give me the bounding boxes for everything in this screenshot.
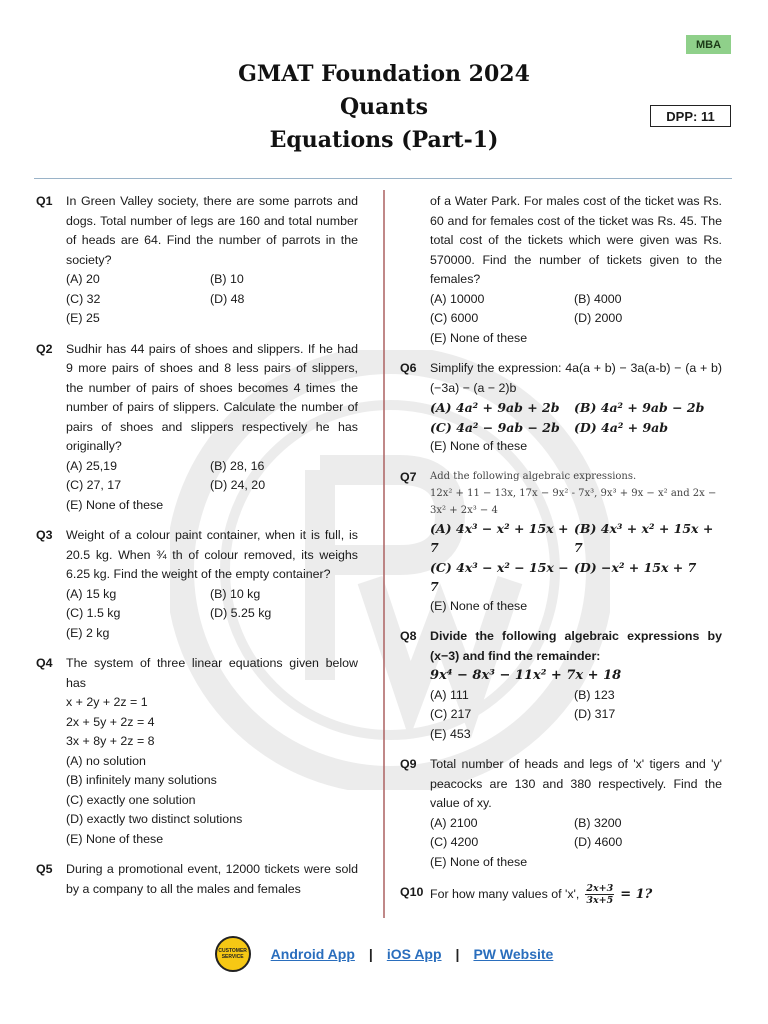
- title-line-3: Equations (Part-1): [269, 127, 499, 153]
- option-e: (E) 453: [430, 726, 471, 741]
- option-a: (A) 2100: [430, 815, 478, 830]
- option-d: (D) 24, 20: [210, 478, 266, 492]
- logo-text: CUSTOMER SERVICE: [218, 948, 247, 960]
- option-b: (B) 10: [210, 272, 244, 286]
- fraction-denominator: 3x+5: [586, 895, 614, 906]
- expression: 9x⁴ − 8x³ − 11x² + 7x + 18: [430, 668, 622, 683]
- question-5: [36, 860, 358, 899]
- question-9: [400, 755, 722, 872]
- option-c: (C) exactly one solution: [66, 792, 196, 807]
- question-6: [400, 359, 722, 457]
- fraction: [585, 883, 614, 906]
- question-1: [36, 192, 358, 329]
- option-c: (C) 1.5 kg: [66, 606, 121, 620]
- column-divider: [383, 190, 385, 918]
- option-b: (B) 4a² + 9ab − 2b: [574, 400, 705, 415]
- option-a: (A) 4a² + 9ab + 2b: [430, 400, 560, 415]
- question-number: Q5: [36, 862, 53, 876]
- option-d: (D) 4600: [574, 835, 623, 849]
- separator: |: [455, 946, 460, 962]
- option-c: (C) 6000: [430, 311, 479, 325]
- option-b: (B) 3200: [574, 815, 622, 830]
- question-5-continued: [400, 192, 722, 348]
- options: [66, 457, 358, 516]
- equation-1: x + 2y + 2z = 1: [66, 695, 148, 709]
- mba-badge: MBA: [686, 35, 731, 54]
- option-d: (D) −x² + 15x + 7: [574, 559, 697, 575]
- android-app-link[interactable]: Android App: [270, 946, 355, 962]
- option-b: (B) 4x³ + x² + 15x + 7: [574, 520, 714, 555]
- question-number: Q6: [400, 361, 417, 375]
- document-title: [0, 58, 768, 157]
- option-e: (E) None of these: [430, 330, 528, 345]
- option-a: (A) no solution: [66, 753, 146, 768]
- option-a: (A) 20: [66, 272, 100, 286]
- equation-3: 3x + 8y + 2z = 8: [66, 734, 155, 748]
- option-a: (A) 4x³ − x² + 15x + 7: [430, 520, 569, 555]
- options: [430, 519, 722, 617]
- fraction-numerator: 2x+3: [586, 883, 614, 894]
- option-d: (D) 317: [574, 707, 616, 721]
- question-text: of a Water Park. For males cost of the ticket was Rs. 60 and for females cost of the ticket was Rs. 45. The total cost of the tickets which were given was Rs. 570000. Find the number of tickets given to the females?: [430, 194, 722, 286]
- option-c: (C) 4x³ − x² − 15x − 7: [430, 559, 569, 594]
- question-7: [400, 468, 722, 617]
- option-c: (C) 217: [430, 707, 472, 721]
- question-text: Simplify the expression: 4a(a + b) − 3a(a-b) − (a + b)(−3a) − (a − 2)b: [430, 361, 722, 395]
- title-line-1: GMAT Foundation 2024: [238, 61, 530, 87]
- pw-website-link[interactable]: PW Website: [473, 946, 554, 962]
- option-b: (B) 28, 16: [210, 458, 265, 473]
- option-e: (E) None of these: [66, 831, 164, 846]
- options: [430, 398, 722, 457]
- option-d: (D) 48: [210, 291, 245, 306]
- question-10: [400, 883, 722, 906]
- option-b: (B) 4000: [574, 291, 622, 306]
- option-a: (A) 10000: [430, 291, 485, 306]
- equation-2: 2x + 5y + 2z = 4: [66, 714, 155, 729]
- customer-service-logo-icon: [215, 936, 251, 972]
- expression: 12x² + 11 − 13x, 17x − 9x² - 7x³, 9x³ + 9x − x² and 2x − 3x² + 2x³ − 4: [430, 487, 717, 516]
- option-c: (C) 4200: [430, 835, 479, 849]
- option-c: (C) 32: [66, 291, 101, 306]
- options: [430, 814, 722, 873]
- question-2: [36, 340, 358, 516]
- question-number: Q9: [400, 757, 417, 771]
- option-d: (D) exactly two distinct solutions: [66, 812, 243, 826]
- question-text-prefix: For how many values of 'x',: [430, 886, 580, 901]
- options: [66, 270, 358, 329]
- options: [430, 686, 722, 745]
- option-d: (D) 2000: [574, 311, 623, 325]
- question-text: Total number of heads and legs of 'x' tigers and 'y' peacocks are 130 and 380 respectively. Find the value of xy.: [430, 757, 722, 810]
- question-text: Weight of a colour paint container, when it is full, is 20.5 kg. When ¾ th of colour removed, its weighs 6.25 kg. Find the weight of the empty container?: [66, 528, 358, 581]
- option-a: (A) 111: [430, 687, 469, 702]
- footer-links: [0, 936, 768, 972]
- question-number: Q10: [400, 885, 424, 899]
- options: [430, 290, 722, 349]
- option-e: (E) None of these: [430, 598, 528, 613]
- option-e: (E) None of these: [430, 854, 528, 869]
- option-c: (C) 27, 17: [66, 478, 122, 492]
- question-number: Q2: [36, 341, 53, 356]
- option-e: (E) None of these: [66, 497, 164, 512]
- question-text: Add the following algebraic expressions.: [430, 470, 637, 482]
- option-e: (E) 25: [66, 311, 100, 325]
- question-text: In Green Valley society, there are some parrots and dogs. Total number of legs are 160 and total number of heads are 64. Find the number of parrots in the society?: [66, 194, 358, 267]
- option-b: (B) infinitely many solutions: [66, 773, 217, 787]
- dpp-number-box: DPP: 11: [650, 105, 731, 127]
- option-e: (E) None of these: [430, 439, 528, 453]
- question-4: [36, 654, 358, 849]
- option-d: (D) 4a² + 9ab: [574, 419, 669, 435]
- question-text: Sudhir has 44 pairs of shoes and slippers. If he had 9 more pairs of shoes and 8 less pairs of slippers, the number of pairs of shoes becomes 4 times the number of pairs of slippers. Calculate the number of pairs of shoes and slippers respectively he has originally?: [66, 341, 358, 453]
- question-number: Q3: [36, 528, 53, 542]
- question-text: [430, 883, 722, 906]
- question-number: Q4: [36, 656, 53, 670]
- header-divider: [34, 178, 732, 179]
- question-3: [36, 526, 358, 643]
- question-8: [400, 627, 722, 744]
- question-number: Q8: [400, 629, 417, 643]
- question-number: Q7: [400, 469, 417, 484]
- ios-app-link[interactable]: iOS App: [386, 946, 442, 962]
- equation-tail: = 1?: [620, 886, 653, 902]
- left-column: [36, 192, 358, 910]
- title-line-2: Quants: [340, 94, 428, 120]
- option-b: (B) 10 kg: [210, 586, 261, 601]
- option-a: (A) 25,19: [66, 458, 117, 473]
- option-d: (D) 5.25 kg: [210, 606, 272, 620]
- question-text: During a promotional event, 12000 tickets were sold by a company to all the males and females: [66, 862, 358, 896]
- option-a: (A) 15 kg: [66, 586, 117, 601]
- option-e: (E) 2 kg: [66, 625, 110, 640]
- question-number: Q1: [36, 194, 53, 208]
- right-column: [400, 192, 722, 917]
- options: [66, 585, 358, 644]
- question-text: Divide the following algebraic expressions by (x−3) and find the remainder:: [430, 629, 722, 663]
- option-b: (B) 123: [574, 687, 615, 702]
- option-c: (C) 4a² − 9ab − 2b: [430, 419, 560, 435]
- question-text: The system of three linear equations given below has: [66, 656, 358, 690]
- separator: |: [368, 946, 373, 962]
